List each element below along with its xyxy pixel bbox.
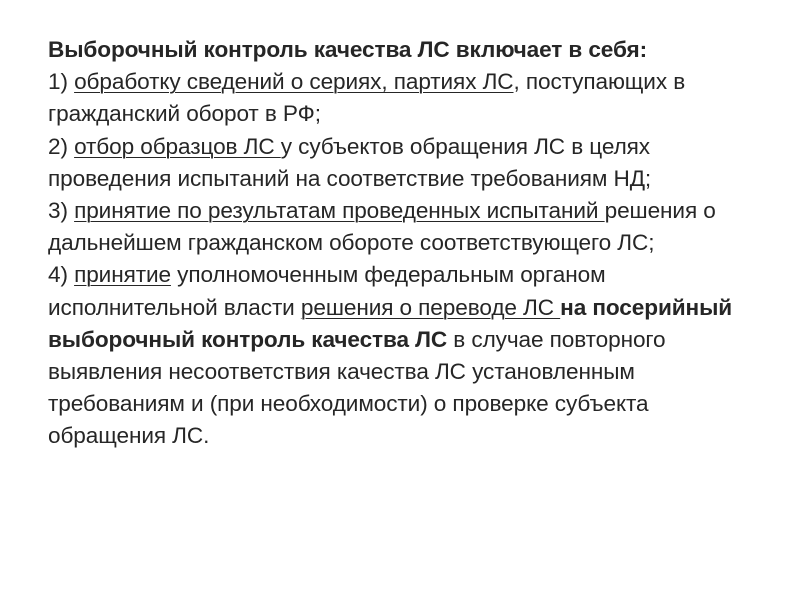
underlined-phrase: обработку сведений о сериях, партиях ЛС bbox=[74, 69, 514, 95]
underlined-phrase: принятие bbox=[74, 262, 171, 288]
bold-phrase: на посерийный выборочный контроль качества ЛС bbox=[48, 294, 733, 352]
item-number: 4) bbox=[48, 262, 68, 288]
underlined-phrase-2: решения о переводе ЛС bbox=[300, 294, 561, 320]
underlined-phrase: принятие по результатам проведенных испытаний bbox=[74, 198, 605, 224]
item-text: , поступающих в гражданский оборот в РФ; bbox=[48, 69, 686, 127]
item-text: у субъектов обращения ЛС в целях проведения испытаний на соответствие требованиям НД; bbox=[48, 133, 652, 191]
list-item-4 bbox=[48, 259, 762, 452]
slide-body bbox=[48, 34, 762, 453]
item-text-end: в случае повторного выявления несоответствия качества ЛС установленным требованиям и (при необходимости) о проверке субъекта обращения ЛС. bbox=[48, 326, 666, 449]
item-text: решения о дальнейшем гражданском обороте соответствующего ЛС; bbox=[48, 198, 716, 256]
item-text: уполномоченным федеральным органом исполнительной власти bbox=[48, 262, 606, 320]
slide-heading: Выборочный контроль качества ЛС включает в себя: bbox=[48, 37, 648, 62]
item-number: 1) bbox=[48, 69, 68, 95]
list-item-3 bbox=[48, 195, 762, 259]
item-number: 2) bbox=[48, 133, 68, 159]
item-number: 3) bbox=[48, 198, 68, 224]
list-item-2 bbox=[48, 131, 762, 195]
underlined-phrase: отбор образцов ЛС bbox=[74, 133, 281, 159]
list-item-1 bbox=[48, 66, 762, 130]
